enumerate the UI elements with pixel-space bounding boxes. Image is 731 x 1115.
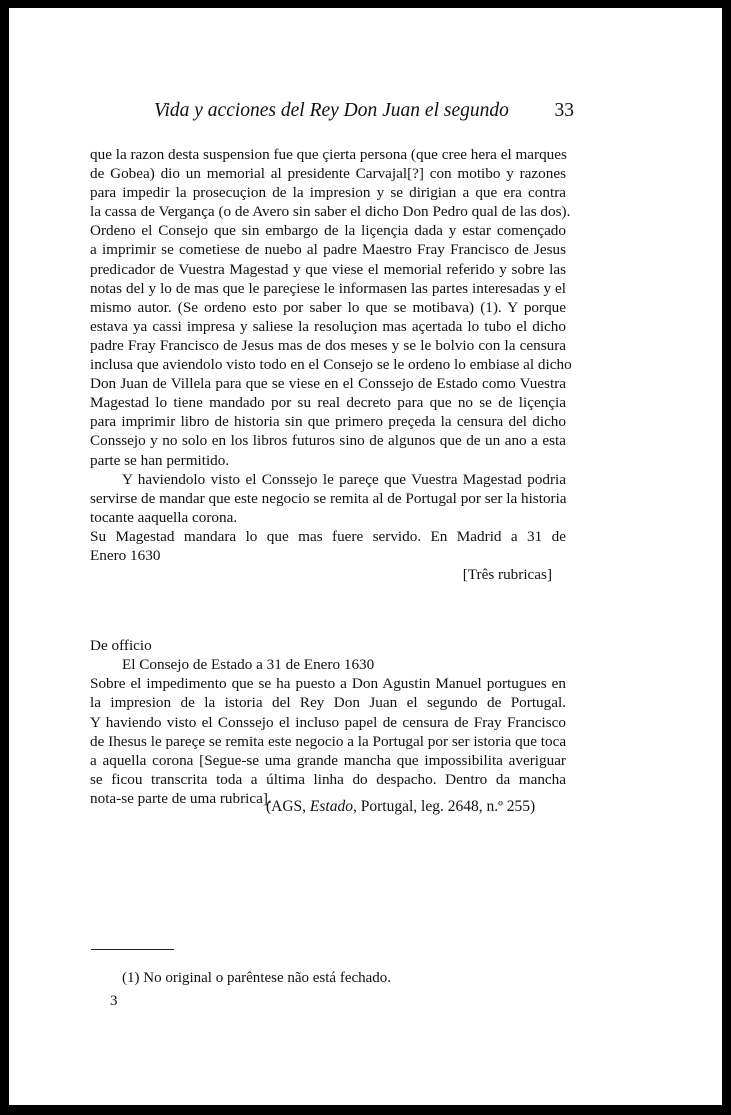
text-line: Don Juan de Villela para que se viese en el Conssejo de Estado como Vuestra	[90, 375, 566, 393]
paragraph-1	[90, 145, 572, 470]
text-line: tocante aaquella corona.	[90, 508, 238, 526]
text-line: que la razon desta suspension fue que çierta persona (que cree hera el marques	[90, 146, 567, 163]
text-line: a aquella corona [Segue-se uma grande mancha que impossibilita averiguar	[90, 751, 566, 769]
officio-section	[90, 636, 566, 808]
page-number: 33	[554, 100, 574, 121]
signature-mark: 3	[110, 993, 118, 1009]
text-line: notas del y lo de mas que le pareçiese le informasen las partes interesadas y el	[90, 279, 566, 297]
text-line: Ordeno el Consejo que sin embargo de la liçençia dada y estar començado	[90, 222, 566, 240]
paragraph-2-cont	[90, 489, 566, 527]
text-line: nota-se parte de uma rubrica].	[90, 789, 272, 807]
closing	[90, 527, 566, 584]
text-line: Y haviendolo visto el Conssejo le pareçe que Vuestra Magestad podria	[122, 470, 566, 488]
text-line: Su Magestad mandara lo que mas fuere servido. En Madrid a 31 de	[90, 527, 566, 545]
text-line: parte se han permitido.	[90, 451, 230, 469]
text-line: mismo autor. (Se ordeno esto por saber lo que se motibava) (1). Y porque	[90, 298, 566, 316]
text-line: Conssejo y no solo en los libros futuros sino de algunos que de un ano a esta	[90, 432, 566, 450]
footnote-rule	[91, 949, 174, 950]
text-line: Y haviendo visto el Conssejo el incluso papel de censura de Fray Francisco	[90, 713, 566, 731]
text-line: inclusa que aviendolo visto todo en el Consejo se le ordeno lo embiase al dicho	[90, 356, 572, 374]
officio-label: De officio	[90, 637, 152, 655]
text-line: se ficou transcrita toda a última linha do despacho. Dentro da mancha	[90, 770, 566, 788]
footnote: (1) No original o parêntese não está fechado.	[122, 970, 392, 986]
text-line: Magestad lo tiene mandado por su real decreto para que no se de liçençia	[90, 394, 566, 412]
main-text	[90, 145, 572, 808]
paragraph-2	[90, 470, 566, 489]
document-page	[9, 8, 722, 1105]
text-line: para imprimir libro de historia sin que primero preçeda la censura del dicho	[90, 413, 566, 431]
text-line: padre Fray Francisco de Jesus mas de dos meses y se le bolvio con la censura	[90, 336, 566, 354]
archive-citation	[266, 798, 535, 816]
text-line: servirse de mandar que este negocio se remita al de Portugal por ser la historia	[90, 489, 567, 507]
text-line: Enero 1630	[90, 546, 161, 564]
citation-suffix: , Portugal, leg. 2648, n.º 255)	[352, 798, 536, 815]
text-line: la impresion de la istoria del Rey Don Juan el segundo de Portugal.	[90, 694, 566, 712]
text-line: de Ihesus le pareçe se remita este negocio a la Portugal por ser istoria que toca	[90, 732, 567, 750]
text-line: predicador de Vuestra Magestad y que viese el memorial referido y sobre las	[90, 260, 566, 278]
running-header	[149, 100, 579, 124]
citation-italic: Estado	[309, 798, 353, 815]
officio-heading: El Consejo de Estado a 31 de Enero 1630	[122, 656, 375, 674]
header-title: Vida y acciones del Rey Don Juan el segundo	[154, 100, 509, 121]
text-line: estava ya cassi impresa y saliese la resoluçion mas açertada lo tubo el dicho	[90, 317, 566, 335]
citation-prefix: (AGS,	[266, 798, 310, 815]
text-line: para impedir la prosecuçion de la impresion y se dirigian a que era contra	[90, 184, 566, 202]
text-line: de Gobea) dio un memorial al presidente Carvajal[?] con motibo y razones	[90, 165, 566, 183]
text-line: Sobre el impedimento que se ha puesto a Don Agustin Manuel portugues en	[90, 675, 566, 693]
text-line: la cassa de Vergança (o de Avero sin saber el dicho Don Pedro qual de las dos).	[90, 203, 571, 221]
text-line: a imprimir se cometiese de nuebo al padre Maestro Fray Francisco de Jesus	[90, 241, 566, 259]
rubricas-note: [Três rubricas]	[462, 566, 552, 584]
